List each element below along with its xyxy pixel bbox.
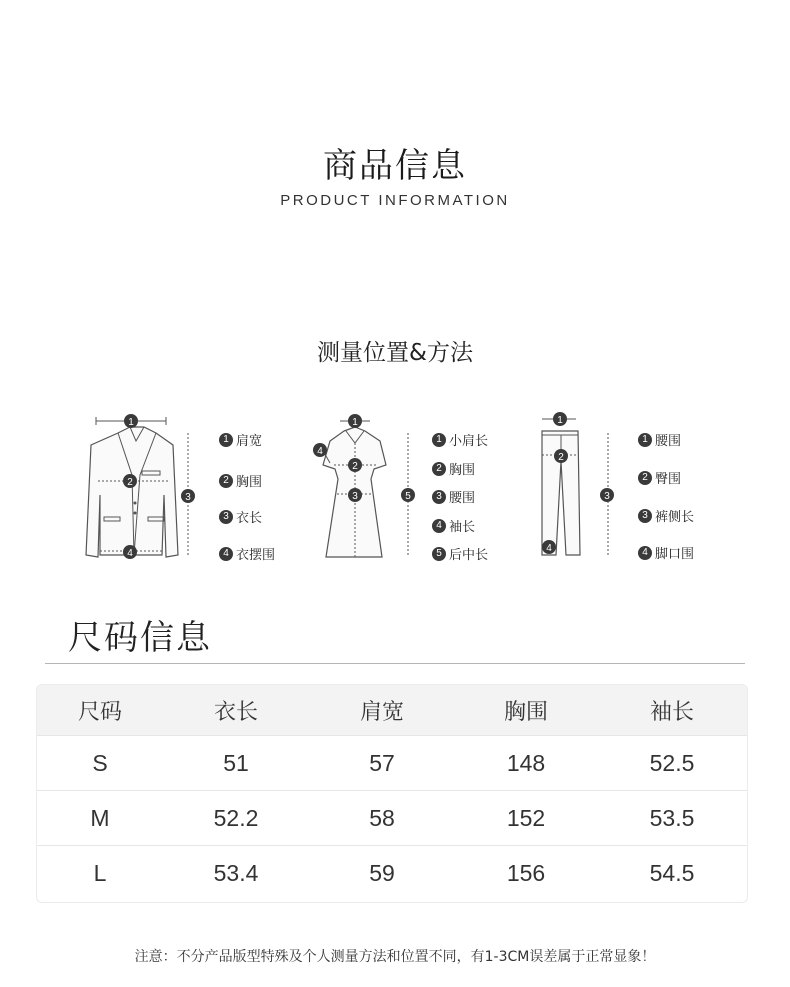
size-table	[36, 684, 748, 903]
table-row	[37, 736, 747, 791]
table-cell: L	[93, 859, 107, 886]
badge-2: 2	[432, 462, 446, 476]
svg-text:2: 2	[352, 461, 358, 472]
table-cell: M	[90, 804, 110, 831]
size-heading: 尺码信息	[68, 618, 212, 658]
section-divider	[45, 663, 745, 664]
badge-3: 3	[638, 509, 652, 523]
legend-label: 腰围	[655, 434, 682, 449]
badge-5: 5	[432, 547, 446, 561]
table-cell: 152	[506, 804, 546, 831]
legend-item	[432, 430, 488, 449]
legend-item	[432, 516, 475, 535]
legend-item	[638, 468, 681, 487]
legend-label: 肩宽	[236, 434, 263, 449]
badge-2: 2	[638, 471, 652, 485]
badge-3: 3	[432, 490, 446, 504]
disclaimer-note: 注意：不分产品版型特殊及个人测量方法和位置不同，有1-3CM误差属于正常显象！	[134, 949, 656, 965]
table-header-cell: 胸围	[503, 699, 548, 725]
badge-4: 4	[638, 546, 652, 560]
svg-text:2: 2	[127, 477, 133, 488]
page-title: 商品信息	[323, 146, 467, 186]
badge-1: 1	[638, 433, 652, 447]
legend-item	[219, 430, 262, 449]
svg-text:4: 4	[546, 543, 552, 554]
legend-label: 小肩长	[449, 434, 489, 449]
badge-1: 1	[432, 433, 446, 447]
table-cell: 52.2	[213, 804, 259, 831]
table-cell: 54.5	[649, 859, 695, 886]
legend-item	[432, 544, 488, 563]
legend-label: 后中长	[449, 548, 489, 563]
svg-text:2: 2	[558, 452, 564, 463]
table-row	[37, 846, 747, 900]
badge-2: 2	[219, 474, 233, 488]
legend-label: 衣摆围	[236, 548, 276, 563]
badge-1: 1	[219, 433, 233, 447]
table-row	[37, 791, 747, 846]
legend-item	[219, 507, 262, 526]
legend-label: 臀围	[655, 472, 682, 487]
svg-text:1: 1	[352, 417, 358, 428]
legend-item	[638, 543, 694, 562]
svg-text:3: 3	[185, 492, 191, 503]
legend-label: 脚口围	[655, 547, 695, 562]
table-header-row	[37, 685, 747, 736]
table-cell: 58	[369, 804, 395, 831]
legend-item	[219, 544, 275, 563]
svg-text:4: 4	[317, 446, 323, 457]
legend-item	[638, 430, 681, 449]
table-cell: 148	[506, 749, 546, 776]
dress-illustration	[308, 405, 418, 565]
legend-item	[638, 506, 694, 525]
table-cell: 156	[506, 859, 546, 886]
pants-illustration	[528, 405, 618, 565]
page-subtitle: PRODUCT INFORMATION	[280, 192, 510, 209]
badge-4: 4	[219, 547, 233, 561]
table-cell: 53.4	[213, 859, 259, 886]
jacket-illustration	[78, 405, 203, 565]
badge-3: 3	[219, 510, 233, 524]
svg-text:3: 3	[604, 491, 610, 502]
legend-label: 胸围	[449, 463, 476, 478]
legend-item	[432, 487, 475, 506]
table-cell: 53.5	[649, 804, 695, 831]
table-cell: 51	[223, 749, 249, 776]
badge-4: 4	[432, 519, 446, 533]
table-header-cell: 肩宽	[359, 699, 404, 725]
legend-label: 裤侧长	[655, 510, 695, 525]
table-cell: 57	[369, 749, 395, 776]
legend-item	[219, 471, 262, 490]
table-header-cell: 衣长	[213, 699, 258, 725]
table-cell: 52.5	[649, 749, 695, 776]
svg-text:5: 5	[405, 491, 411, 502]
table-header-cell: 袖长	[649, 699, 694, 725]
table-header-cell: 尺码	[77, 699, 122, 725]
measurement-title: 测量位置&方法	[317, 340, 473, 366]
legend-label: 胸围	[236, 475, 263, 490]
svg-text:3: 3	[352, 491, 358, 502]
legend-label: 衣长	[236, 511, 263, 526]
svg-text:1: 1	[557, 415, 563, 426]
table-cell: 59	[369, 859, 395, 886]
svg-text:4: 4	[127, 548, 133, 559]
svg-text:1: 1	[128, 417, 134, 428]
legend-label: 袖长	[449, 520, 476, 535]
legend-item	[432, 459, 475, 478]
legend-label: 腰围	[449, 491, 476, 506]
table-cell: S	[92, 749, 108, 776]
